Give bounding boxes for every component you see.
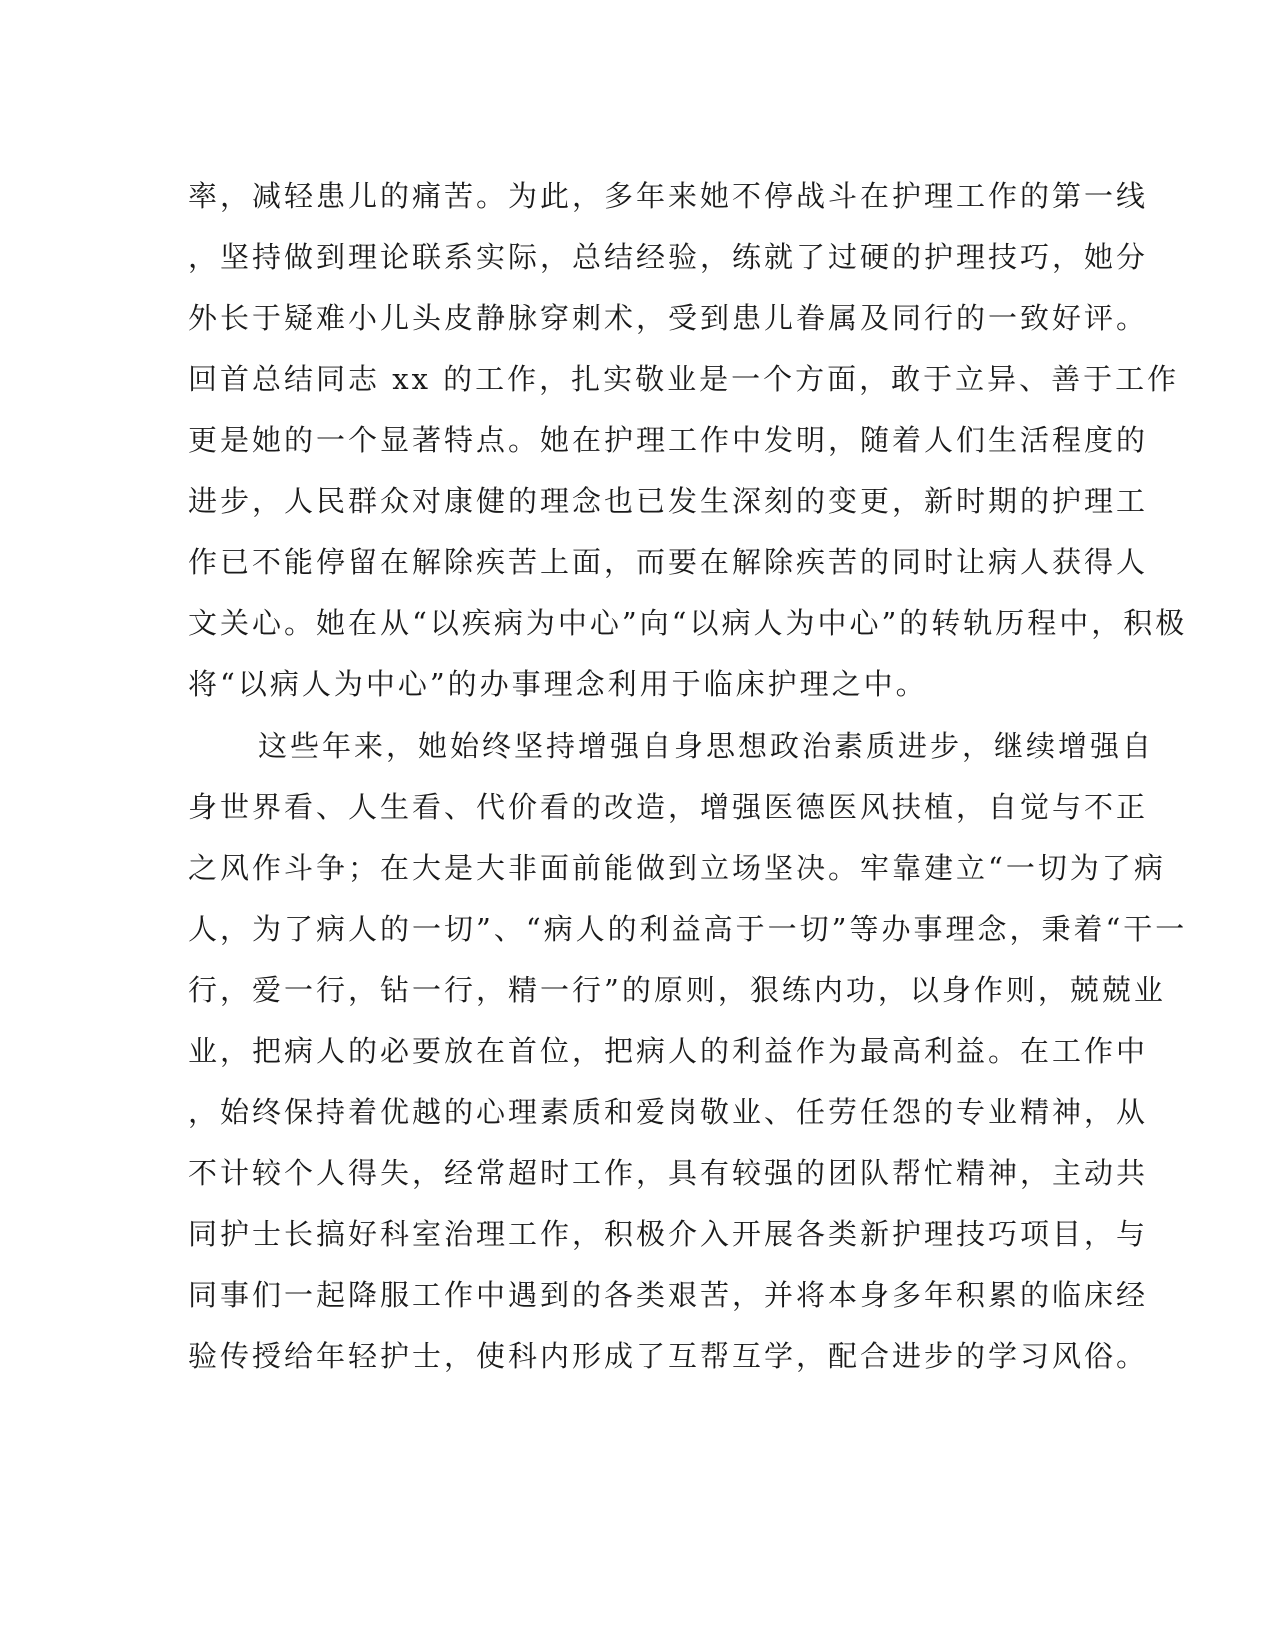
paragraph-line: 将“以病人为中心”的办事理念利用于临床护理之中。 bbox=[188, 667, 928, 701]
paragraph-line: 验传授给年轻护士，使科内形成了互帮互学，配合进步的学习风俗。 bbox=[188, 1339, 1149, 1373]
paragraph-line: 同护士长搞好科室治理工作，积极介入开展各类新护理技巧项目，与 bbox=[188, 1217, 1149, 1251]
paragraph-line: ，坚持做到理论联系实际，总结经验，练就了过硬的护理技巧，她分 bbox=[188, 240, 1149, 274]
paragraph-line: 人，为了病人的一切”、“病人的利益高于一切”等办事理念，秉着“干一 bbox=[188, 912, 1188, 946]
paragraph-1 bbox=[188, 166, 1188, 715]
paragraph-line: 这些年来，她始终坚持增强自身思想政治素质进步，继续增强自 bbox=[258, 729, 1155, 763]
paragraph-line: 率，减轻患儿的痛苦。为此，多年来她不停战斗在护理工作的第一线 bbox=[188, 179, 1149, 213]
paragraph-line: 同事们一起降服工作中遇到的各类艰苦，并将本身多年积累的临床经 bbox=[188, 1278, 1149, 1312]
paragraph-line: 进步，人民群众对康健的理念也已发生深刻的变更，新时期的护理工 bbox=[188, 484, 1149, 518]
paragraph-line: 之风作斗争；在大是大非面前能做到立场坚决。牢靠建立“一切为了病 bbox=[188, 851, 1166, 885]
paragraph-line: 不计较个人得失，经常超时工作，具有较强的团队帮忙精神，主动共 bbox=[188, 1156, 1149, 1190]
paragraph-line: 行，爱一行，钻一行，精一行”的原则，狠练内功，以身作则，兢兢业 bbox=[188, 973, 1166, 1007]
paragraph-line: 文关心。她在从“以疾病为中心”向“以病人为中心”的转轨历程中，积极 bbox=[188, 606, 1188, 640]
paragraph-2 bbox=[188, 716, 1188, 1387]
paragraph-line: 外长于疑难小儿头皮静脉穿刺术，受到患儿眷属及同行的一致好评。 bbox=[188, 301, 1149, 335]
paragraph-line: 业，把病人的必要放在首位，把病人的利益作为最高利益。在工作中 bbox=[188, 1034, 1149, 1068]
paragraph-line: 回首总结同志 xx 的工作，扎实敬业是一个方面，敢于立异、善于工作 bbox=[188, 362, 1180, 396]
paragraph-line: 作已不能停留在解除疾苦上面，而要在解除疾苦的同时让病人获得人 bbox=[188, 545, 1149, 579]
paragraph-line: 更是她的一个显著特点。她在护理工作中发明，随着人们生活程度的 bbox=[188, 423, 1149, 457]
paragraph-line: 身世界看、人生看、代价看的改造，增强医德医风扶植，自觉与不正 bbox=[188, 790, 1149, 824]
paragraph-line: ，始终保持着优越的心理素质和爱岗敬业、任劳任怨的专业精神，从 bbox=[188, 1095, 1149, 1129]
